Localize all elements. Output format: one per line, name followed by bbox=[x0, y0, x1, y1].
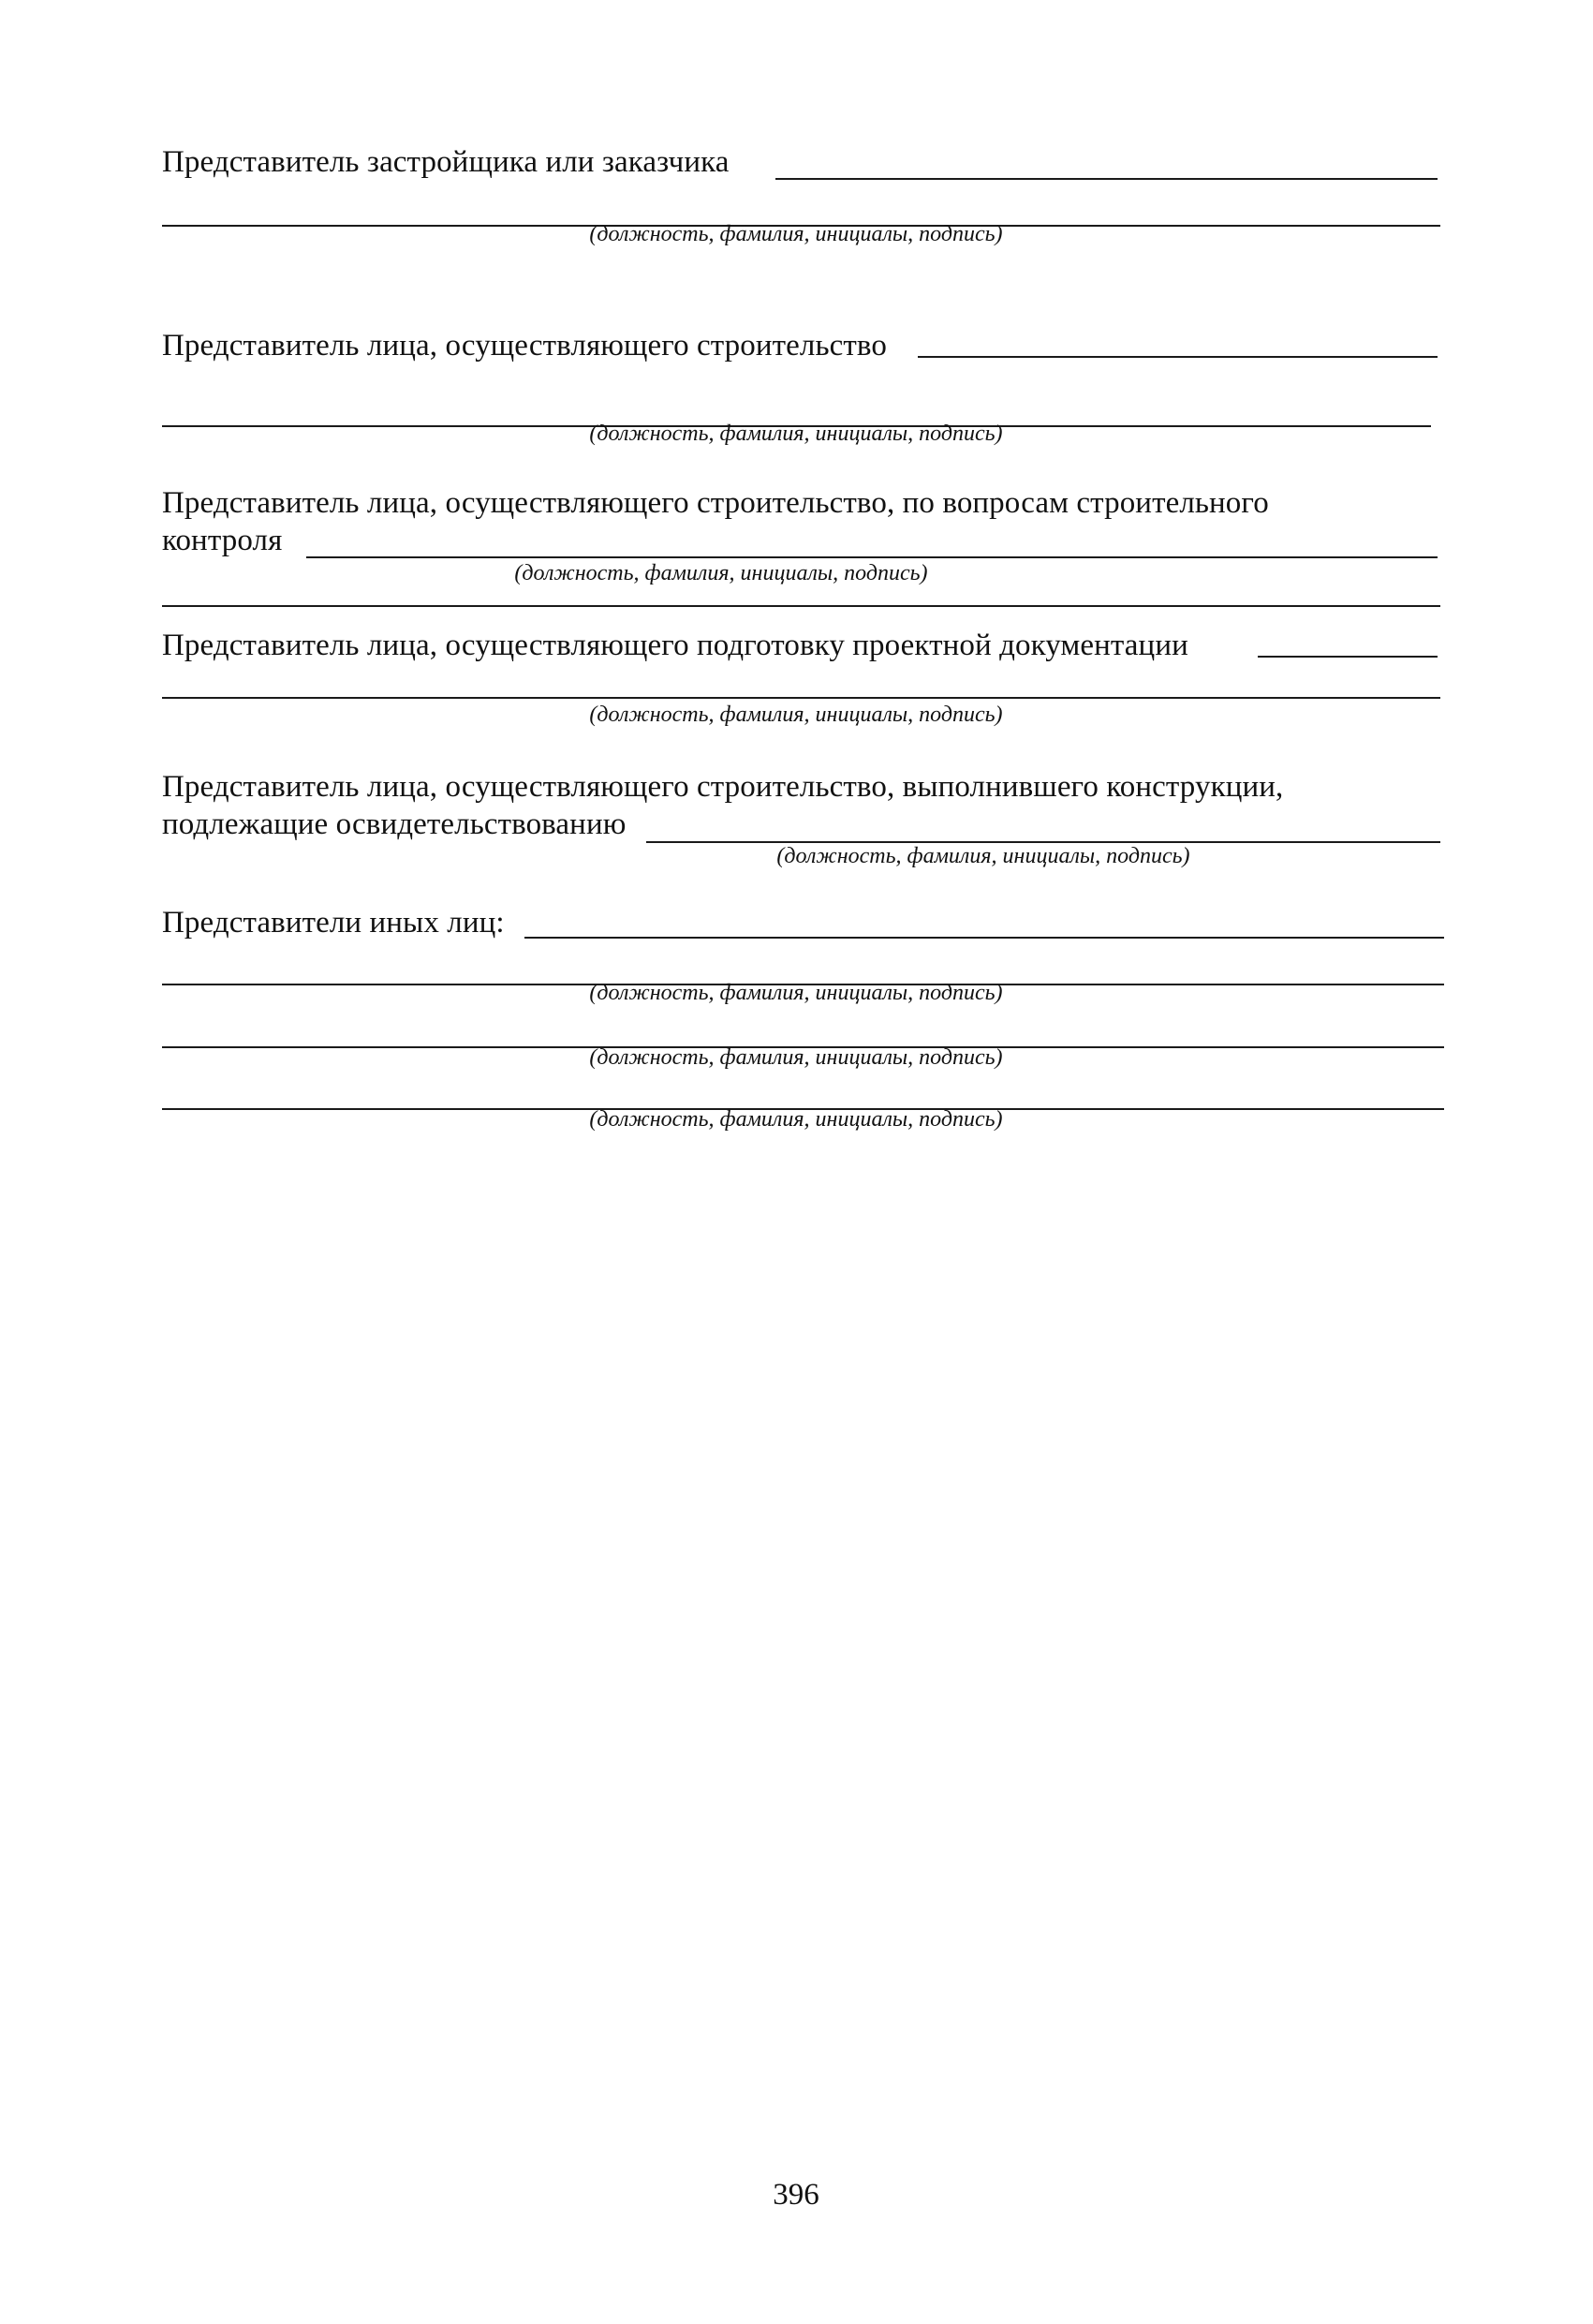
designer-signature-line bbox=[1258, 656, 1438, 658]
builder-label: Представитель лица, осуществляющего строительство bbox=[162, 329, 887, 363]
designer-caption: (должность, фамилия, инициалы, подпись) bbox=[589, 703, 1003, 727]
page-number: 396 bbox=[773, 2178, 819, 2212]
others-caption-2: (должность, фамилия, инициалы, подпись) bbox=[589, 1045, 1003, 1070]
control-label-line1: Представитель лица, осуществляющего строительство, по вопросам строительного bbox=[162, 486, 1269, 520]
designer-signature-line-2 bbox=[162, 697, 1440, 699]
control-caption: (должность, фамилия, инициалы, подпись) bbox=[514, 561, 928, 585]
performer-label-line1: Представитель лица, осуществляющего строительство, выполнившего конструкции, bbox=[162, 770, 1284, 804]
performer-label-line2: подлежащие освидетельствованию bbox=[162, 807, 627, 841]
performer-caption: (должность, фамилия, инициалы, подпись) bbox=[776, 844, 1190, 868]
others-signature-line bbox=[524, 937, 1444, 939]
control-signature-line bbox=[306, 556, 1438, 558]
builder-signature-line bbox=[918, 356, 1438, 358]
control-signature-line-2 bbox=[162, 605, 1440, 607]
others-caption-3: (должность, фамилия, инициалы, подпись) bbox=[589, 1107, 1003, 1132]
designer-label: Представитель лица, осуществляющего подготовку проектной документации bbox=[162, 629, 1188, 662]
control-label-line2: контроля bbox=[162, 524, 283, 557]
others-label: Представители иных лиц: bbox=[162, 906, 505, 940]
builder-caption: (должность, фамилия, инициалы, подпись) bbox=[589, 422, 1003, 446]
developer-caption: (должность, фамилия, инициалы, подпись) bbox=[589, 222, 1003, 246]
developer-label: Представитель застройщика или заказчика bbox=[162, 145, 730, 179]
others-caption-1: (должность, фамилия, инициалы, подпись) bbox=[589, 981, 1003, 1005]
developer-signature-line bbox=[775, 178, 1438, 180]
